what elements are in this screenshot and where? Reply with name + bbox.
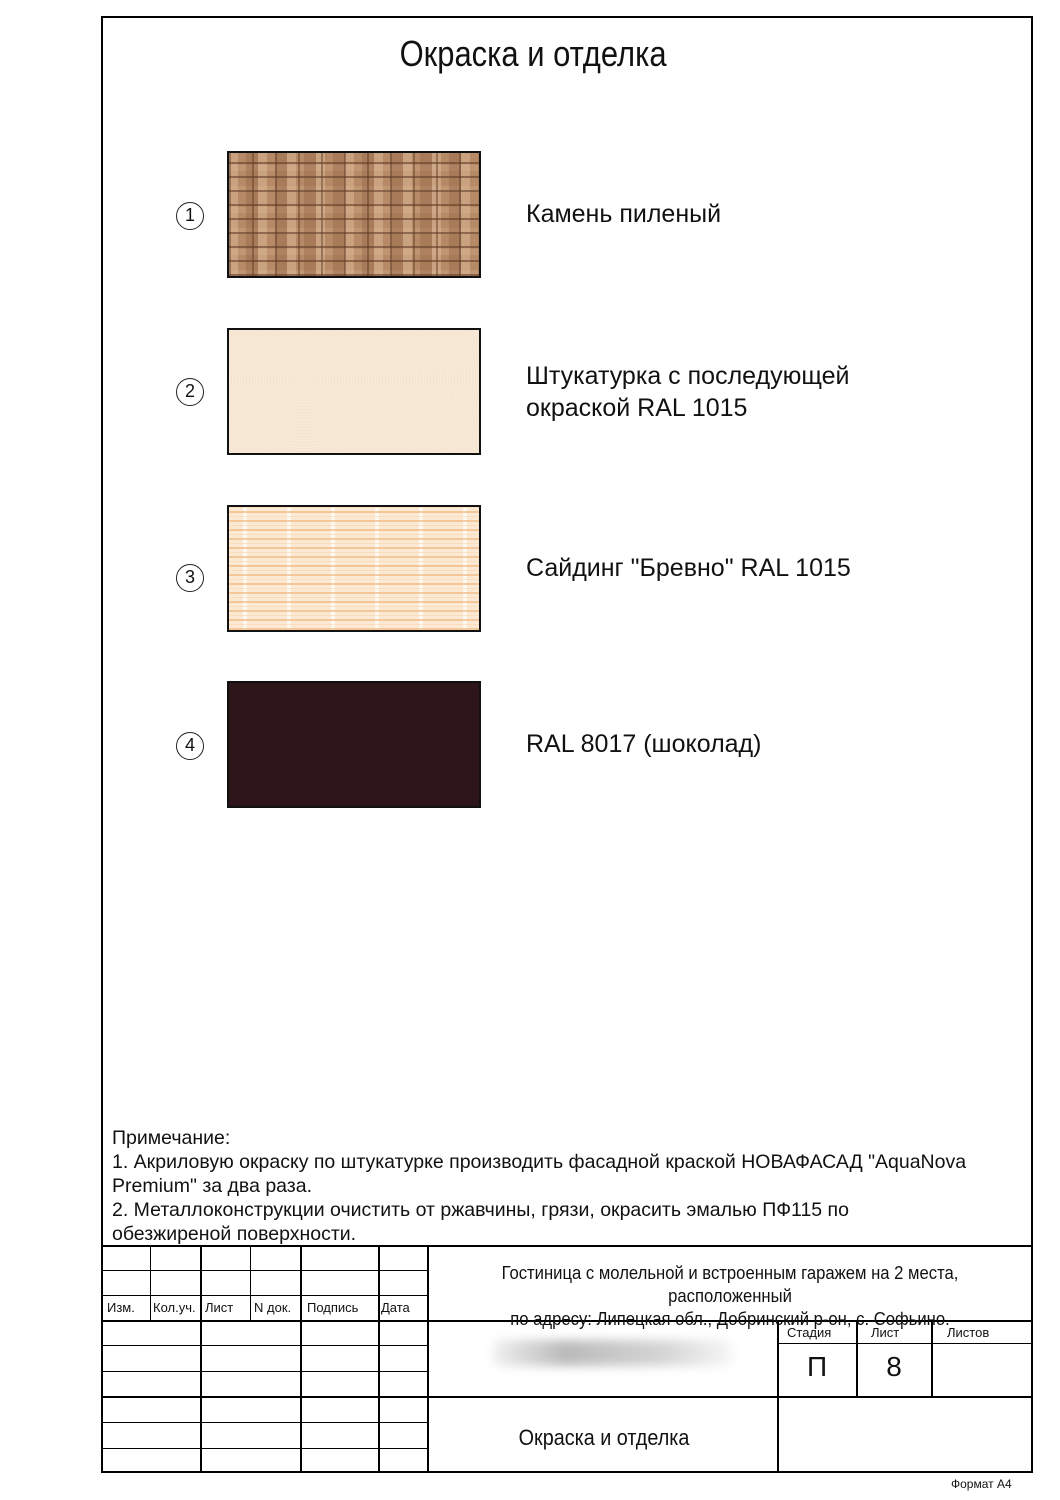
project-line: по адресу: Липецкая обл., Добринский р-он, с. Софьино.: [510, 1308, 950, 1329]
sheets-label: Листов: [947, 1325, 990, 1340]
notes-line: 1. Акриловую окраску по штукатурке производить фасадной краской НОВАФАСАД "AquaNova: [112, 1151, 967, 1173]
stamp-line: [101, 1422, 427, 1423]
stamp-line: [101, 1448, 427, 1449]
stamp-line: [101, 1371, 427, 1372]
swatch-chocolate: [227, 681, 481, 808]
material-label-2: [526, 360, 850, 424]
sheet-name: Окраска и отделка: [518, 1425, 690, 1450]
material-label-3: [526, 552, 851, 584]
stage-value: П: [806, 1351, 828, 1382]
stamp-line: [101, 1295, 427, 1296]
stamp-line: [150, 1245, 151, 1320]
material-label-4: [526, 728, 761, 760]
material-label-line: Сайдинг "Бревно" RAL 1015: [526, 554, 851, 582]
stamp-line: [101, 1345, 427, 1346]
material-label-1: [526, 198, 721, 230]
stamp-line: [931, 1320, 933, 1396]
stamp-col-izm: Изм.: [107, 1300, 135, 1315]
material-marker-3: 3: [176, 564, 204, 592]
stamp-col-list: Лист: [205, 1300, 234, 1315]
material-marker-1: 1: [176, 202, 204, 230]
stamp-line: [300, 1245, 302, 1473]
stamp-line: [200, 1245, 202, 1473]
project-description: [461, 1261, 999, 1330]
material-label-line: Штукатурка с последующей: [526, 362, 850, 390]
sheet-label: Лист: [871, 1325, 900, 1340]
swatch-stone: [227, 151, 481, 278]
project-line: Гостиница с молельной и встроенным гаражем на 2 места, расположенный: [501, 1262, 959, 1306]
swatch-siding: [227, 505, 481, 632]
notes-heading: Примечание:: [112, 1127, 231, 1149]
material-marker-2: 2: [176, 378, 204, 406]
material-label-line: Камень пиленый: [526, 200, 722, 228]
material-marker-4: 4: [176, 732, 204, 760]
stamp-col-ndok: N док.: [254, 1300, 292, 1315]
stamp-line: [378, 1245, 380, 1473]
stamp-line: [777, 1343, 1033, 1344]
material-label-line: окраской RAL 1015: [526, 394, 748, 422]
notes-line: Premium" за два раза.: [112, 1175, 313, 1197]
notes-line: обезжиреной поверхности.: [112, 1223, 357, 1245]
stamp-col-data: Дата: [381, 1300, 410, 1315]
sheet-value: 8: [886, 1351, 902, 1382]
page-title: Окраска и отделка: [399, 33, 667, 74]
stamp-line: [101, 1270, 427, 1271]
stamp-line: [427, 1245, 429, 1473]
swatch-plaster: [227, 328, 481, 455]
stamp-col-podpis: Подпись: [307, 1300, 359, 1315]
stamp-border-top: [101, 1245, 1033, 1247]
format-label: Формат А4: [951, 1477, 1012, 1491]
material-label-line: RAL 8017 (шоколад): [526, 730, 762, 758]
stage-label: Стадия: [787, 1325, 832, 1340]
stamp-line: [101, 1396, 1033, 1398]
notes-line: 2. Металлоконструкции очистить от ржавчины, грязи, окрасить эмалью ПФ115 по: [112, 1199, 849, 1221]
stamp-line: [250, 1245, 251, 1320]
stamp-col-kol: Кол.уч.: [153, 1300, 196, 1315]
title-block: [101, 1245, 1033, 1473]
notes: [112, 1126, 1022, 1246]
blurred-signature: [493, 1340, 733, 1366]
